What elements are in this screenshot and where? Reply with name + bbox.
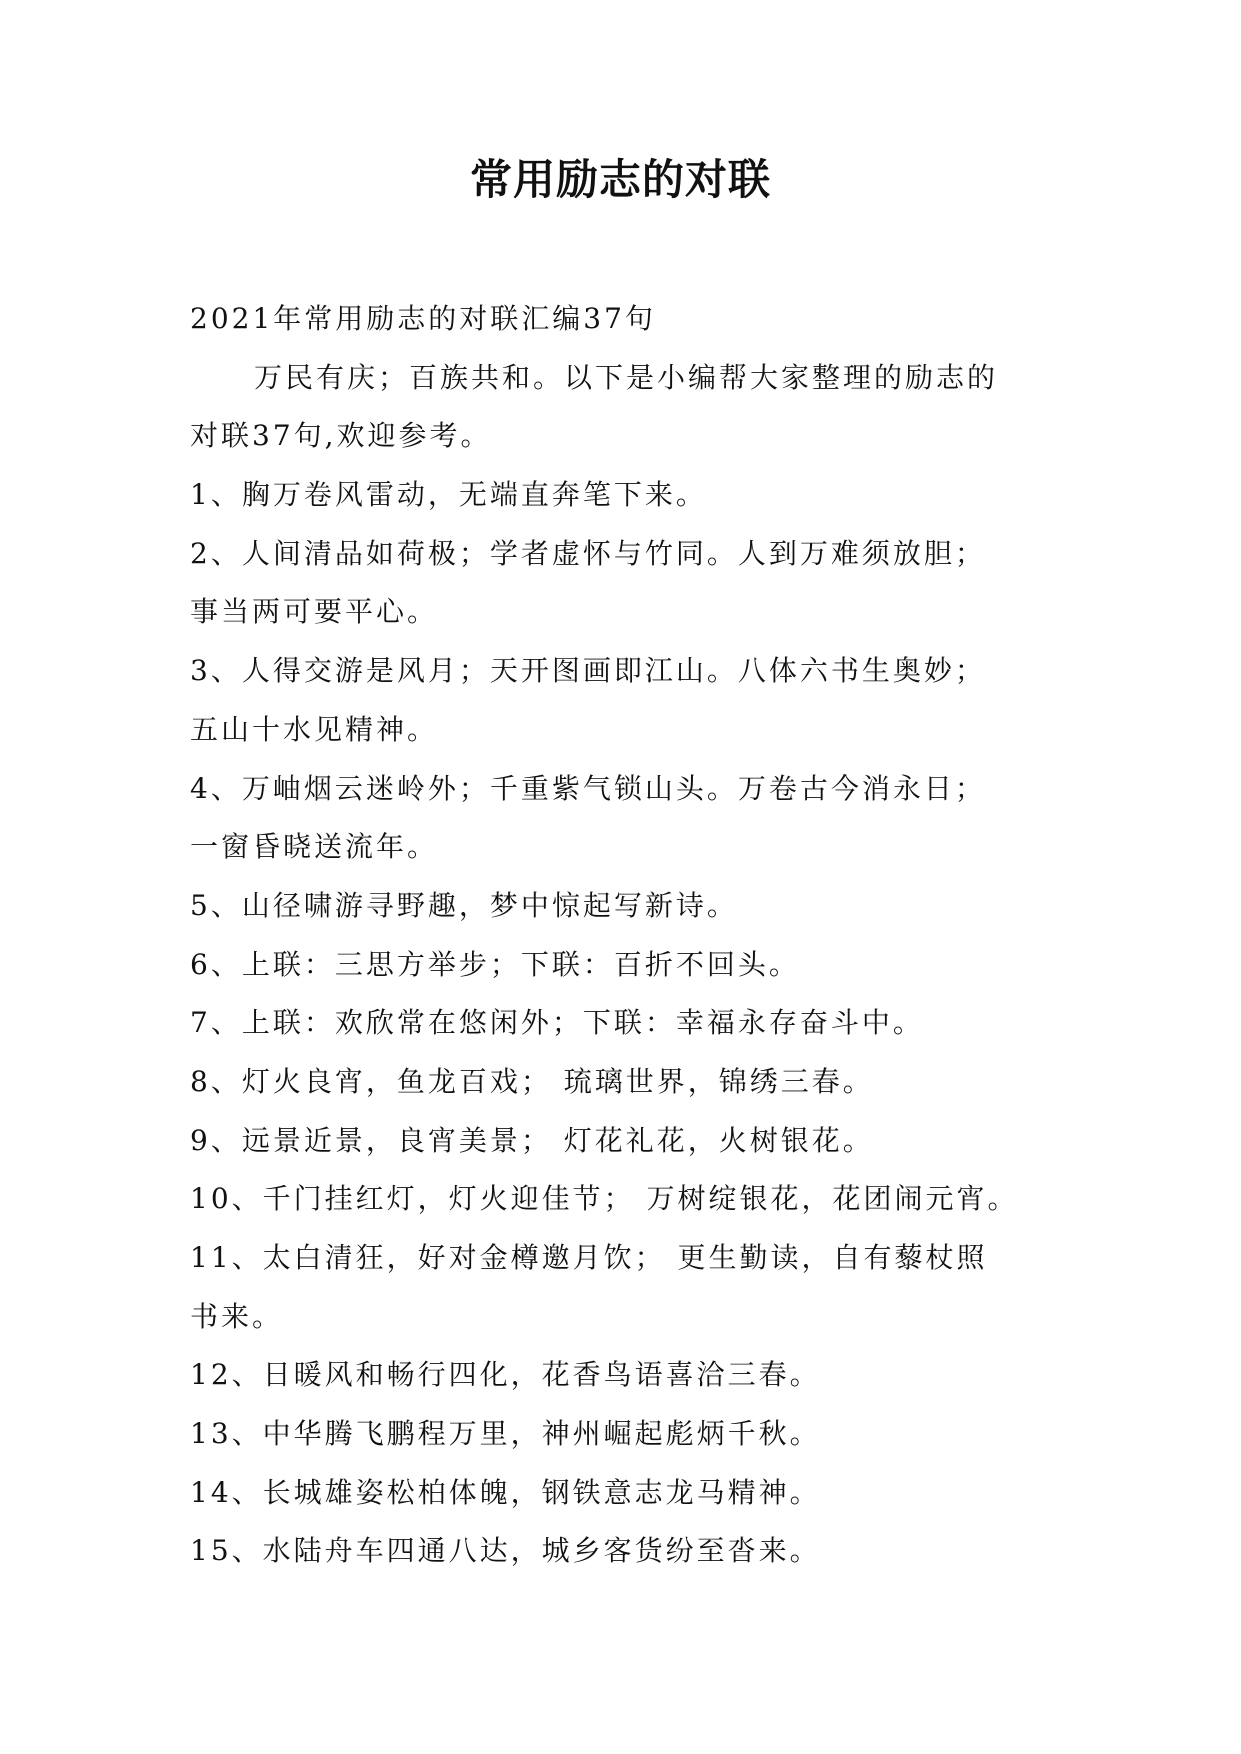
couplet-line: 12、日暖风和畅行四化，花香鸟语喜洽三春。 xyxy=(190,1358,821,1392)
couplet-line: 6、上联：三思方举步；下联：百折不回头。 xyxy=(190,947,800,981)
couplet-line: 14、长城雄姿松柏体魄，钢铁意志龙马精神。 xyxy=(190,1475,821,1509)
couplet-line: 8、灯火良宵，鱼龙百戏； 琉璃世界，锦绣三春。 xyxy=(190,1064,874,1098)
document-title: 常用励志的对联 xyxy=(469,155,771,204)
couplet-line: 事当两可要平心。 xyxy=(190,595,439,629)
couplet-line: 9、远景近景，良宵美景； 灯花礼花，火树银花。 xyxy=(190,1123,874,1157)
couplet-line: 15、水陆舟车四通八达，城乡客货纷至沓来。 xyxy=(190,1534,821,1568)
couplet-line: 7、上联：欢欣常在悠闲外；下联：幸福永存奋斗中。 xyxy=(190,1006,924,1040)
couplet-line: 五山十水见精神。 xyxy=(190,712,439,746)
couplet-line: 11、太白清狂，好对金樽邀月饮； 更生勤读，自有藜杖照 xyxy=(190,1241,988,1274)
document-body xyxy=(190,290,1070,1581)
intro-line: 对联37句,欢迎参考。 xyxy=(190,419,492,453)
couplet-line: 4、万岫烟云迷岭外；千重紫气锁山头。万卷古今消永日； xyxy=(190,771,986,805)
couplet-line: 13、中华腾飞鹏程万里，神州崛起彪炳千秋。 xyxy=(190,1417,821,1451)
couplet-line: 1、胸万卷风雷动，无端直奔笔下来。 xyxy=(190,478,707,512)
couplet-line: 书来。 xyxy=(190,1299,284,1333)
couplet-line: 2、人间清品如荷极；学者虚怀与竹同。人到万难须放胆； xyxy=(190,536,986,570)
document-subtitle: 2021年常用励志的对联汇编37句 xyxy=(190,302,656,335)
couplet-line: 5、山径啸游寻野趣，梦中惊起写新诗。 xyxy=(190,888,738,922)
couplet-line: 3、人得交游是风月；天开图画即江山。八体六书生奥妙； xyxy=(190,654,986,688)
couplet-line: 10、千门挂红灯，灯火迎佳节； 万树绽银花，花团闹元宵。 xyxy=(190,1182,1019,1216)
couplet-line: 一窗昏晓送流年。 xyxy=(190,830,439,864)
intro-line: 万民有庆；百族共和。以下是小编帮大家整理的励志的 xyxy=(254,360,999,394)
